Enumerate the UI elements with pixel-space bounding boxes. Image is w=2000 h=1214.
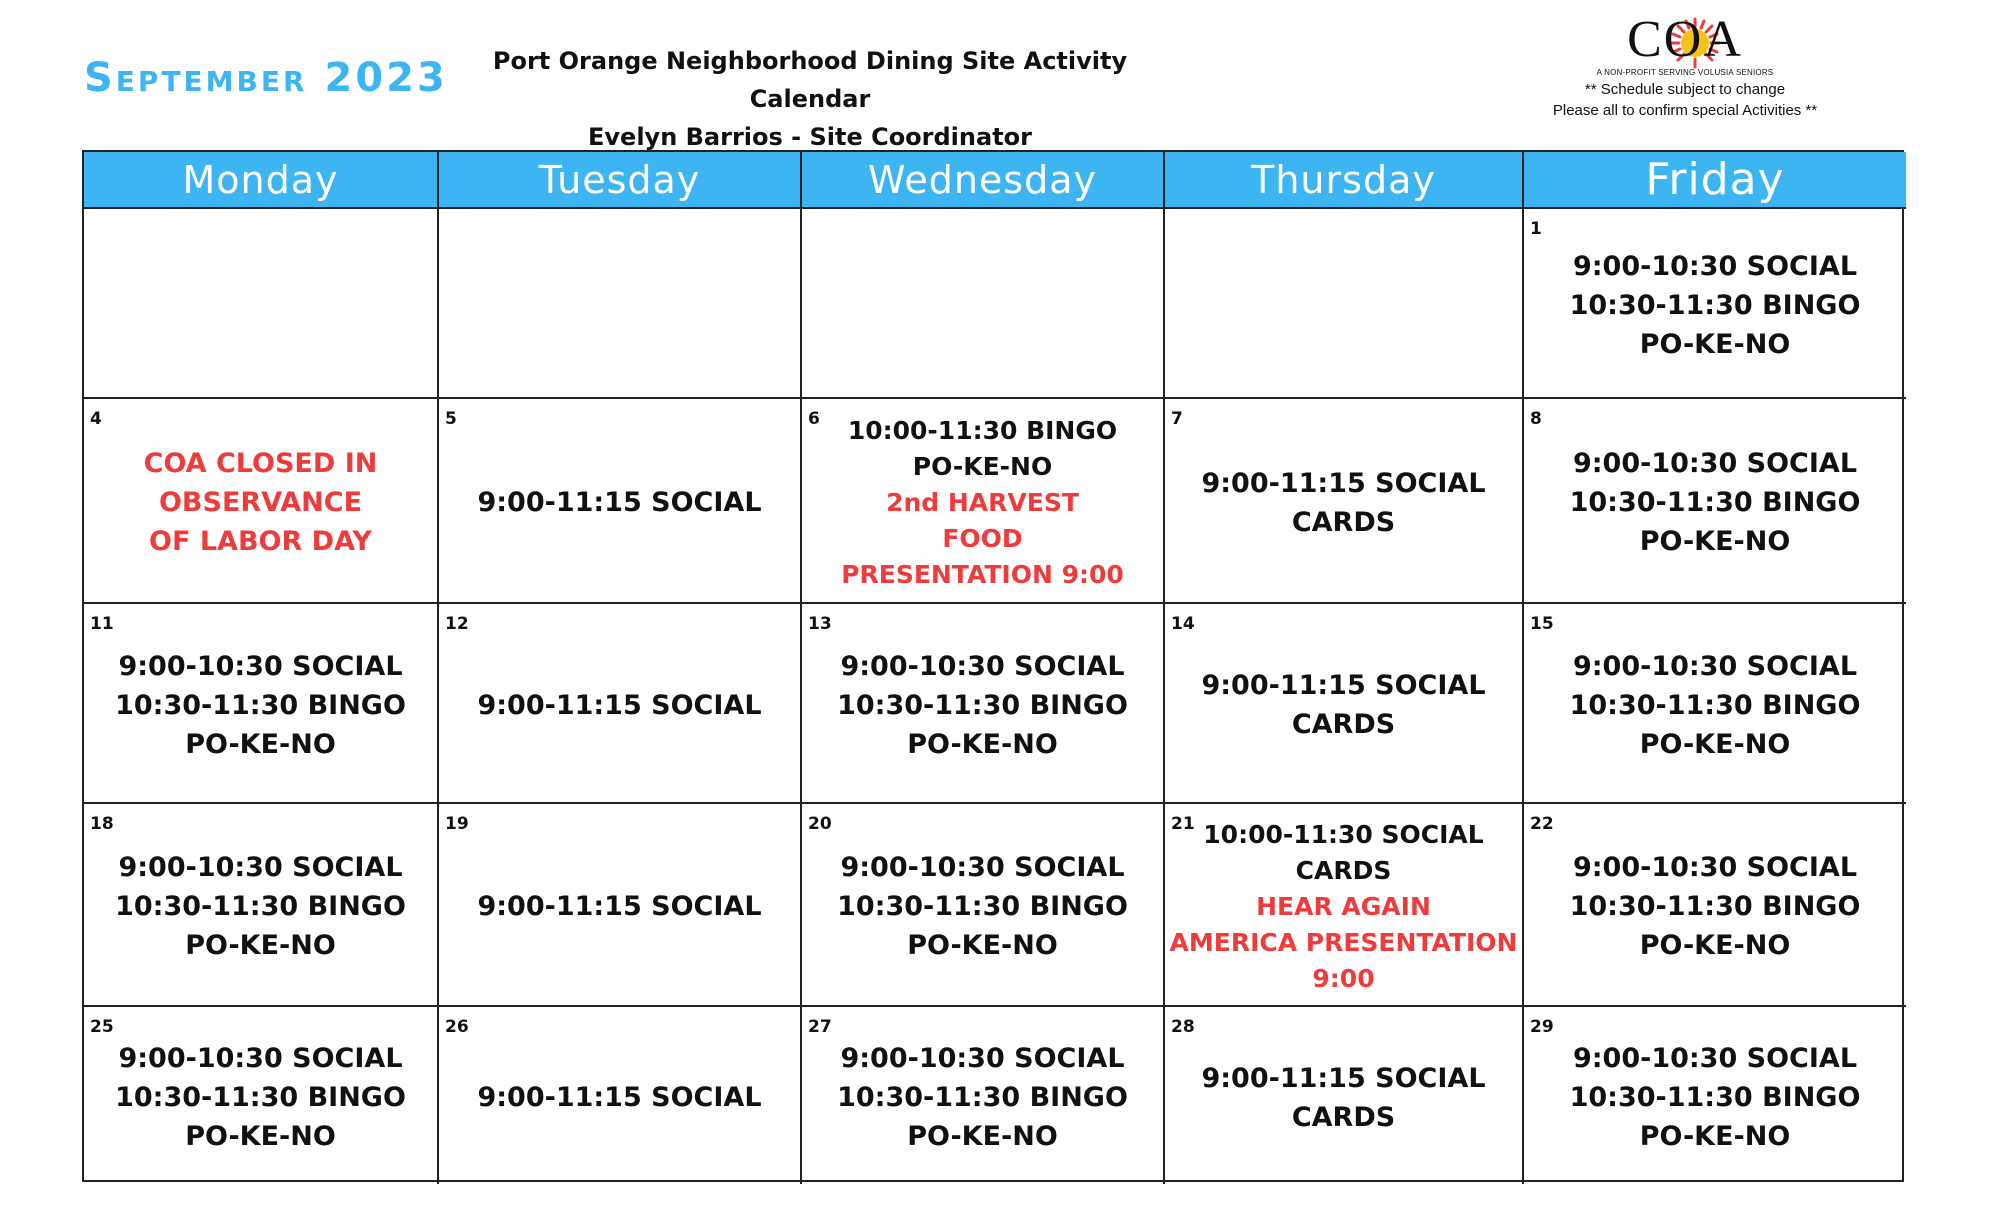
activity-line: 9:00-11:15 SOCIAL xyxy=(477,487,762,518)
calendar-day-cell xyxy=(802,209,1165,399)
notice-line: ** Schedule subject to change xyxy=(1584,81,1786,98)
day-number: 18 xyxy=(90,814,114,834)
activity-line: CARDS xyxy=(1291,1101,1396,1133)
activity-line: OBSERVANCE xyxy=(158,487,363,518)
activity-line: 9:00-10:30 SOCIAL xyxy=(118,852,403,883)
activity-line: 10:30-11:30 BINGO xyxy=(837,689,1128,721)
calendar-day-cell xyxy=(439,604,802,804)
day-number: 8 xyxy=(1530,409,1542,429)
calendar-day-cell xyxy=(84,804,439,1007)
activity-line: 9:00-10:30 SOCIAL xyxy=(840,650,1125,682)
activity-line: PO-KE-NO xyxy=(907,728,1058,760)
activity-line: FOOD xyxy=(942,523,1023,553)
coa-logo xyxy=(1540,10,1830,72)
activity-line: CARDS xyxy=(1291,506,1396,538)
activity-line: 9:00-10:30 SOCIAL xyxy=(1572,650,1858,682)
activity-line: 9:00-10:30 SOCIAL xyxy=(840,1043,1125,1074)
activity-line: 9:00 xyxy=(1312,963,1375,993)
activity-line: PO-KE-NO xyxy=(907,930,1058,961)
calendar-day-cell xyxy=(439,209,802,399)
day-number: 28 xyxy=(1171,1017,1195,1037)
activity-line: PO-KE-NO xyxy=(185,728,336,760)
day-header-monday: Monday xyxy=(84,152,439,209)
calendar-day-cell xyxy=(1165,804,1524,1007)
calendar-title: Port Orange Neighborhood Dining Site Activity Calendar xyxy=(492,47,1128,113)
activity-line: 9:00-10:30 SOCIAL xyxy=(1572,448,1858,479)
day-number: 15 xyxy=(1530,614,1554,634)
calendar-day-cell xyxy=(1165,399,1524,604)
calendar-day-cell xyxy=(1165,1007,1524,1184)
calendar-day-cell xyxy=(1165,209,1524,399)
calendar-day-cell xyxy=(1524,804,1906,1007)
day-header-thursday: Thursday xyxy=(1165,152,1524,209)
activity-line: CARDS xyxy=(1295,855,1392,885)
activity-line: PO-KE-NO xyxy=(1639,1121,1791,1152)
calendar-day-cell xyxy=(802,804,1165,1007)
activity-line: 9:00-11:15 SOCIAL xyxy=(1201,467,1486,499)
day-number: 22 xyxy=(1530,814,1554,834)
calendar-day-cell xyxy=(439,804,802,1007)
activity-line: PRESENTATION 9:00 xyxy=(841,559,1124,589)
activity-line: CARDS xyxy=(1291,709,1396,740)
activity-line: 9:00-11:15 SOCIAL xyxy=(477,1082,762,1113)
notice-line: Please all to confirm special Activities ** xyxy=(1552,102,1818,119)
activity-line: 9:00-11:15 SOCIAL xyxy=(1201,670,1486,701)
calendar-day-cell xyxy=(1524,399,1906,604)
activity-line: 10:30-11:30 BINGO xyxy=(837,1082,1128,1113)
activity-line: PO-KE-NO xyxy=(1639,728,1791,760)
activity-line: PO-KE-NO xyxy=(1639,328,1791,360)
day-number: 19 xyxy=(445,814,469,834)
calendar-day-cell xyxy=(802,399,1165,604)
day-header-friday: Friday xyxy=(1524,152,1906,209)
activity-line: 9:00-10:30 SOCIAL xyxy=(840,852,1125,883)
activity-line: PO-KE-NO xyxy=(912,451,1053,481)
activity-line: 2nd HARVEST xyxy=(886,487,1079,517)
day-header-wednesday: Wednesday xyxy=(802,152,1165,209)
logo-text: COA xyxy=(1627,11,1743,68)
activity-line: COA CLOSED IN xyxy=(143,448,378,479)
activity-line: 9:00-11:15 SOCIAL xyxy=(1201,1062,1486,1094)
calendar-grid xyxy=(82,150,1904,1182)
page-title xyxy=(460,42,1160,156)
day-number: 1 xyxy=(1530,219,1542,239)
activity-line: PO-KE-NO xyxy=(185,930,336,961)
activity-line: OF LABOR DAY xyxy=(149,526,372,557)
activity-line: 9:00-11:15 SOCIAL xyxy=(477,891,762,922)
activity-line: 10:30-11:30 BINGO xyxy=(115,689,406,721)
activity-line: PO-KE-NO xyxy=(185,1121,336,1152)
calendar-day-cell xyxy=(1165,604,1524,804)
activity-line: 10:30-11:30 BINGO xyxy=(1569,1082,1861,1113)
activity-line: PO-KE-NO xyxy=(1639,930,1791,961)
day-number: 5 xyxy=(445,409,457,429)
calendar-day-cell xyxy=(1524,604,1906,804)
day-number: 14 xyxy=(1171,614,1195,634)
activity-line: PO-KE-NO xyxy=(907,1121,1058,1152)
day-number: 25 xyxy=(90,1017,114,1037)
calendar-day-cell xyxy=(802,1007,1165,1184)
activity-line: 10:00-11:30 BINGO xyxy=(847,415,1118,445)
activity-line: 10:00-11:30 SOCIAL xyxy=(1203,819,1484,849)
activity-line: 10:30-11:30 BINGO xyxy=(115,1082,406,1113)
activity-line: PO-KE-NO xyxy=(1639,526,1791,557)
activity-line: 10:30-11:30 BINGO xyxy=(115,891,406,922)
calendar-day-cell xyxy=(1524,209,1906,399)
day-number: 20 xyxy=(808,814,832,834)
logo-block xyxy=(1540,10,1830,121)
coordinator-name: Evelyn Barrios - Site Coordinator xyxy=(588,123,1032,151)
day-number: 6 xyxy=(808,409,820,429)
logo-tagline: A NON-PROFIT SERVING VOLUSIA SENIORS xyxy=(1596,68,1774,77)
activity-line: 9:00-10:30 SOCIAL xyxy=(1572,250,1858,282)
day-number: 13 xyxy=(808,614,832,634)
activity-line: 10:30-11:30 BINGO xyxy=(1569,689,1861,721)
day-number: 4 xyxy=(90,409,102,429)
day-header-tuesday: Tuesday xyxy=(439,152,802,209)
calendar-day-cell xyxy=(84,399,439,604)
calendar-day-cell xyxy=(439,399,802,604)
day-number: 12 xyxy=(445,614,469,634)
month-title: September 2023 xyxy=(84,55,448,101)
activity-line: 9:00-11:15 SOCIAL xyxy=(477,689,762,721)
calendar-day-cell xyxy=(439,1007,802,1184)
activity-line: 9:00-10:30 SOCIAL xyxy=(1572,1043,1858,1074)
calendar-day-cell xyxy=(84,209,439,399)
calendar-day-cell xyxy=(84,1007,439,1184)
day-number: 7 xyxy=(1171,409,1183,429)
activity-line: 10:30-11:30 BINGO xyxy=(1569,289,1861,321)
day-number: 26 xyxy=(445,1017,469,1037)
schedule-notice xyxy=(1540,79,1830,121)
activity-line: 9:00-10:30 SOCIAL xyxy=(118,1043,403,1074)
calendar-day-cell xyxy=(84,604,439,804)
day-number: 21 xyxy=(1171,814,1195,834)
calendar-day-cell xyxy=(802,604,1165,804)
day-number: 11 xyxy=(90,614,114,634)
activity-line: AMERICA PRESENTATION xyxy=(1169,927,1518,957)
day-number: 29 xyxy=(1530,1017,1554,1037)
activity-line: HEAR AGAIN xyxy=(1256,891,1431,921)
activity-line: 9:00-10:30 SOCIAL xyxy=(118,650,403,682)
activity-line: 10:30-11:30 BINGO xyxy=(1569,487,1861,518)
day-number: 27 xyxy=(808,1017,832,1037)
activity-line: 10:30-11:30 BINGO xyxy=(837,891,1128,922)
activity-line: 10:30-11:30 BINGO xyxy=(1569,891,1861,922)
calendar-day-cell xyxy=(1524,1007,1906,1184)
activity-line: 9:00-10:30 SOCIAL xyxy=(1572,852,1858,883)
